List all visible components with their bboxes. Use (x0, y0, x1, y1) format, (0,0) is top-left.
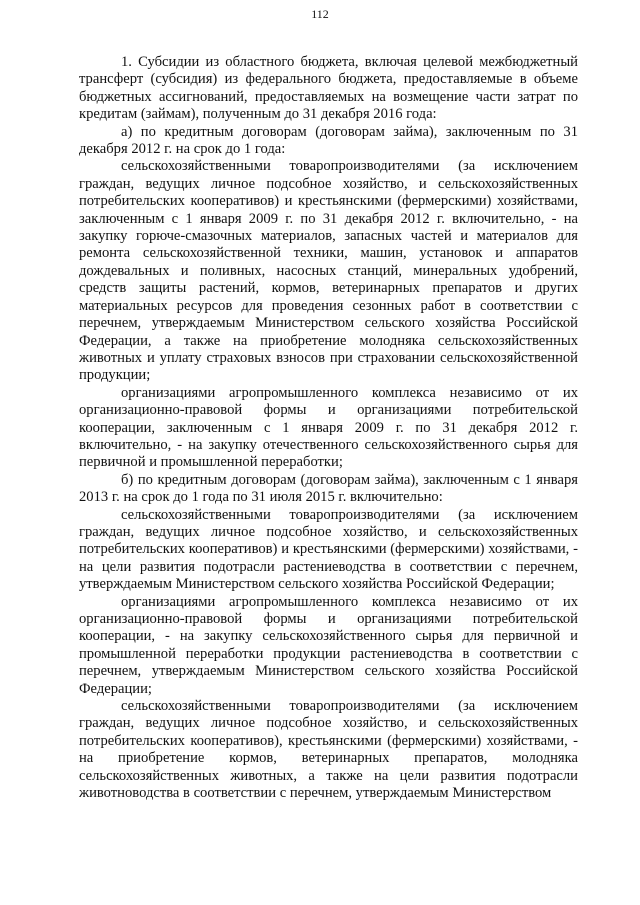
paragraph-item-a: а) по кредитным договорам (договорам займа), заключенным по 31 декабря 2012 г. на срок до 1 года: (79, 123, 578, 158)
paragraph-subsidies-intro: 1. Субсидии из областного бюджета, включая целевой межбюджетный трансферт (субсидия) из федерального бюджета, предоставляемые в объеме бюджетных ассигнований, предоставляемых на возмещение части затрат по кредитам (займам), полученным до 31 декабря 2016 года: (79, 54, 578, 123)
paragraph-b-producers-crops: сельскохозяйственными товаропроизводителями (за исключением граждан, ведущих личное подсобное хозяйство, и сельскохозяйственных потребительских кооперативов) и крестьянскими (фермерскими) хозяйствами, - на цели развития подотрасли растениеводства в соответствии с перечнем, утверждаемым Министерством сельского хозяйства Российской Федерации; (79, 506, 578, 593)
paragraph-b-producers-livestock: сельскохозяйственными товаропроизводителями (за исключением граждан, ведущих личное подсобное хозяйство, и сельскохозяйственных потребительских кооперативов), крестьянскими (фермерскими) хозяйствами, - на приобретение кормов, ветеринарных препаратов, молодняка сельскохозяйственных животных, а также на цели развития подотрасли животноводства в соответствии с перечнем, утверждаемым Министерством (79, 698, 578, 802)
paragraph-item-b: б) по кредитным договорам (договорам займа), заключенным с 1 января 2013 г. на срок до 1 года по 31 июля 2015 г. включительно: (79, 471, 578, 506)
page-number: 112 (311, 7, 329, 21)
paragraph-a-producers: сельскохозяйственными товаропроизводителями (за исключением граждан, ведущих личное подсобное хозяйство, и сельскохозяйственных потребительских кооперативов) и крестьянскими (фермерскими) хозяйствами, заключенным с 1 января 2009 г. по 31 декабря 2012 г. включительно, - на закупку горюче-смазочных материалов, запасных частей и материалов для ремонта сельскохозяйственной техники, машин, установок и аппаратов дождевальных и поливных, насосных станций, минеральных удобрений, средств защиты растений, кормов, ветеринарных препаратов и других материальных ресурсов для проведения сезонных работ в соответствии с перечнем, утверждаемым Министерством сельского хозяйства Российской Федерации, а также на приобретение молодняка сельскохозяйственных животных и уплату страховых взносов при страховании сельскохозяйственной продукции; (79, 158, 578, 384)
paragraph-b-organizations: организациями агропромышленного комплекса независимо от их организационно-правовой формы и организациями потребительской кооперации, - на закупку сельскохозяйственного сырья для первичной и промышленной переработки продукции растениеводства в соответствии с перечнем, утверждаемым Министерством сельского хозяйства Российской Федерации; (79, 593, 578, 697)
document-body (79, 54, 578, 802)
paragraph-a-organizations: организациями агропромышленного комплекса независимо от их организационно-правовой формы и организациями потребительской кооперации, заключенным с 1 января 2009 г. по 31 декабря 2012 г. включительно, - на закупку отечественного сельскохозяйственного сырья для первичной и промышленной переработки; (79, 384, 578, 471)
